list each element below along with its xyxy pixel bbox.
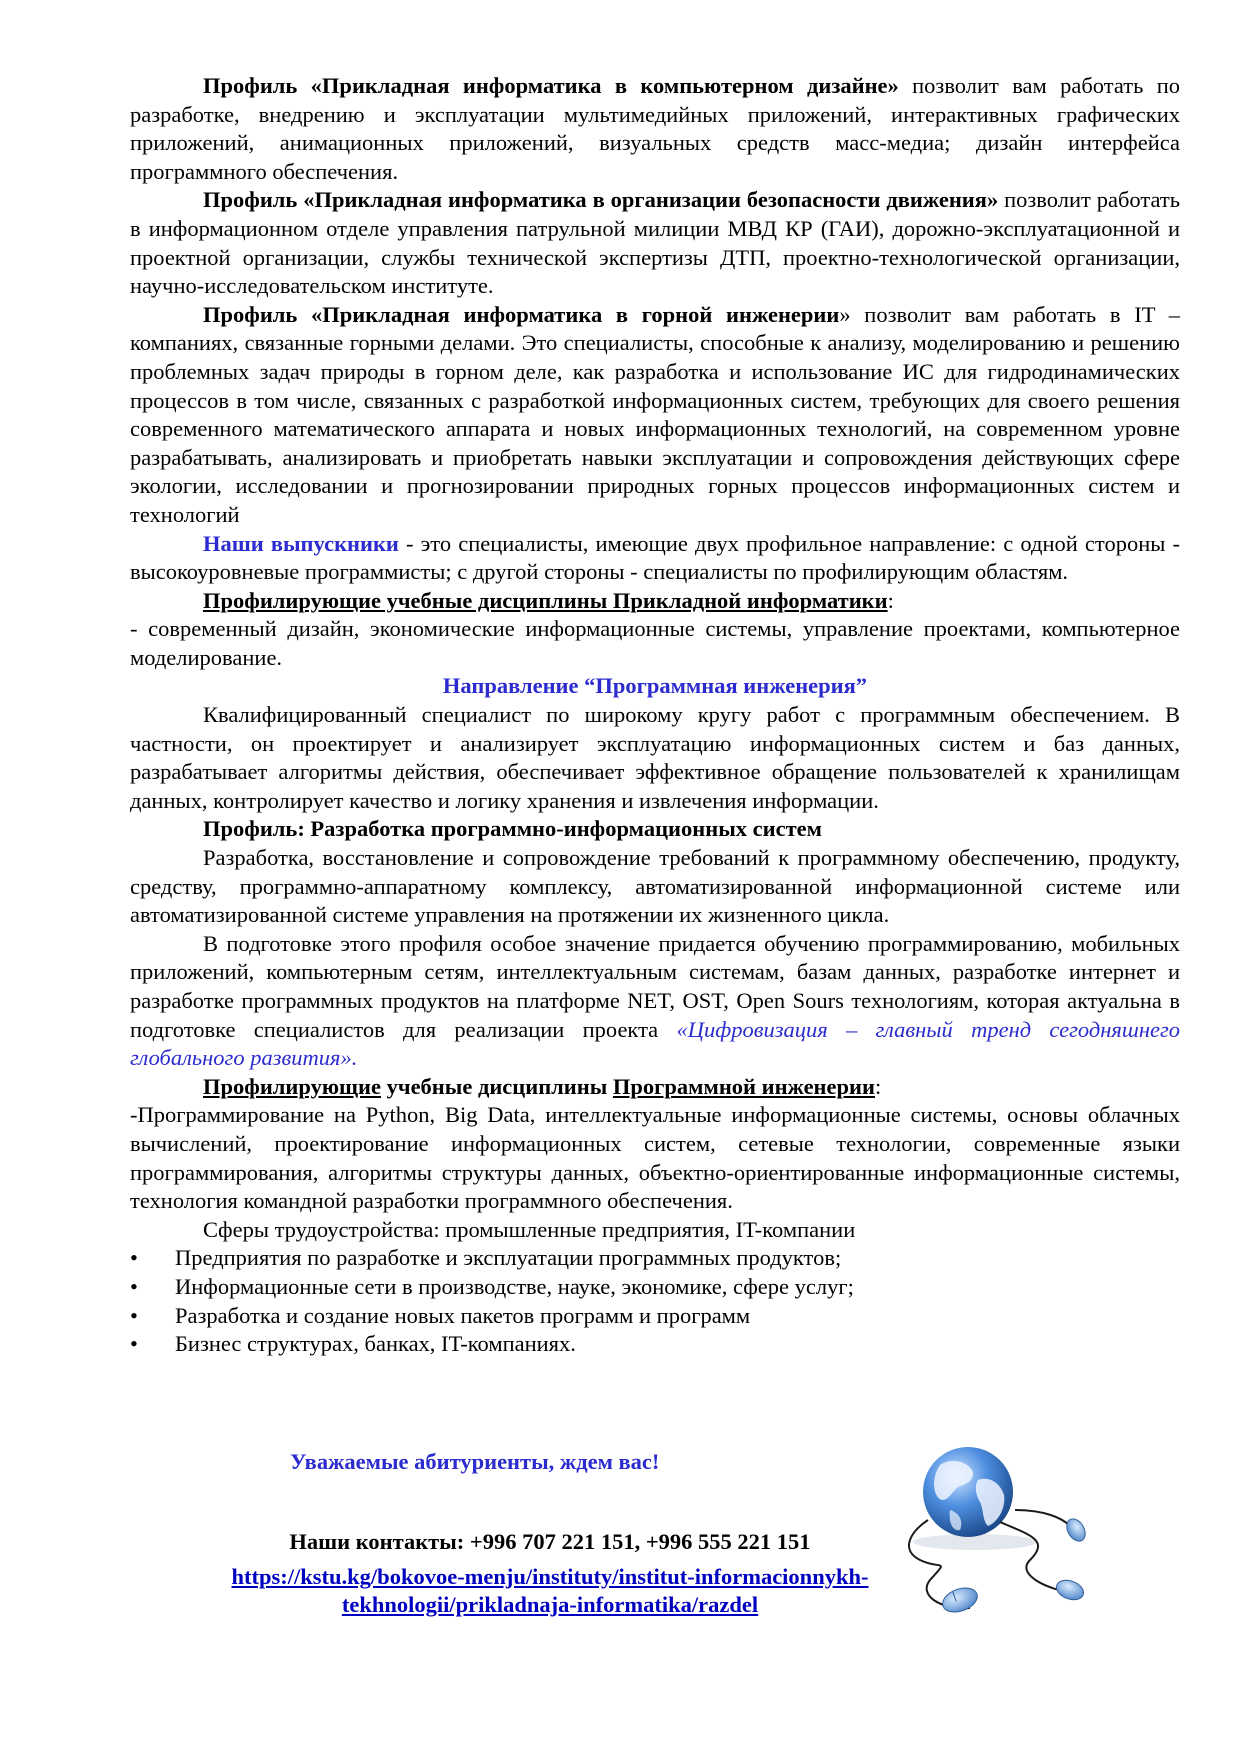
list-item	[130, 1302, 1180, 1331]
list-item-text: Информационные сети в производстве, науке, экономике, сфере услуг;	[175, 1273, 854, 1299]
contacts-block	[130, 1528, 970, 1620]
profile-title-traffic-safety: Профиль «Прикладная информатика в организации безопасности движения»	[203, 187, 999, 213]
list-item	[130, 1273, 1180, 1302]
link-line: https://kstu.kg/bokovoe-menju/instituty/institut-informacionnykh-	[231, 1563, 869, 1589]
section-title-text: Направление “Программная инженерия”	[442, 673, 868, 699]
paragraph-applied-disciplines-list: - современный дизайн, экономические информационные системы, управление проектами, компьютерное моделирование.	[130, 616, 1180, 670]
heading-part: Программной инженерии	[612, 1073, 875, 1099]
list-item-text: Предприятия по разработке и эксплуатации программных продуктов;	[175, 1245, 842, 1271]
paragraph-text: - это специалисты, имеющие двух профильное направление: с одной стороны - высокоуровневые программисты; с другой стороны - специалисты по профилирующим областям.	[130, 530, 1180, 585]
bullet-icon: •	[130, 1273, 138, 1299]
profile-title-text: Профиль: Разработка программно-информационных систем	[203, 816, 822, 842]
employment-list	[130, 1244, 1180, 1358]
profile-title-computer-design: Профиль «Прикладная информатика в компьютерном дизайне»	[203, 73, 899, 98]
list-item-text: Бизнес структурах, банках, IT-компаниях.	[175, 1331, 576, 1357]
list-item	[130, 1244, 1180, 1273]
list-item-text: Разработка и создание новых пакетов программ и программ	[175, 1302, 751, 1328]
heading-part: Профилирующие	[203, 1073, 381, 1099]
globe-network-icon	[880, 1440, 1095, 1630]
digitalization-quote: «Цифровизация – главный тренд сегодняшнего глобального развития».	[130, 1016, 1180, 1071]
paragraph-software-disciplines-list: -Программирование на Python, Big Data, интеллектуальные информационные системы, основы облачных вычислений, проектирование информационных систем, сетевые технологии, современные языки программирования, алгоритмы структуры данных, объектно-ориентированные информационные системы, технология командной разработки программного обеспечения.	[130, 1102, 1180, 1214]
colon: :	[887, 587, 894, 613]
colon: :	[874, 1073, 882, 1099]
paragraph-mining	[130, 301, 1180, 530]
heading-applied-disciplines	[130, 587, 1180, 616]
paragraph-training-focus	[130, 930, 1180, 1073]
paragraph-requirements: Разработка, восстановление и сопровождение требований к программному обеспечению, продукту, средству, программно-аппаратному комплексу, автоматизированной информационной системе или автоматизированной системе управления на протяжении их жизненного цикла.	[130, 845, 1180, 928]
bullet-icon: •	[130, 1245, 138, 1271]
list-item	[130, 1330, 1180, 1359]
profile-title-software-dev	[130, 815, 1180, 844]
document-body	[130, 72, 1180, 1359]
section-title-software-engineering	[130, 672, 1180, 701]
paragraph-text: позволит работать в информационном отделе управления патрульной милиции МВД КР (ГАИ), дорожно-эксплуатационной и проектной организации, службы технической экспертизы ДТП, проектно-технологической организации, научно-исследовательском институте.	[130, 187, 1180, 299]
paragraph-computer-design	[130, 72, 1180, 186]
link-line: tekhnologii/prikladnaja-informatika/razdel	[341, 1592, 759, 1618]
graduates-label: Наши выпускники	[203, 530, 399, 556]
paragraph-employment: Сферы трудоустройства: промышленные предприятия, IT-компании	[203, 1216, 856, 1242]
greeting-text: Уважаемые абитуриенты, ждем вас!	[290, 1449, 660, 1474]
heading-part: учебные дисциплины	[381, 1073, 613, 1099]
paragraph-graduates	[130, 530, 1180, 587]
contacts-phone: Наши контакты: +996 707 221 151, +996 555 221 151	[289, 1529, 811, 1554]
profile-title-mining: Профиль «Прикладная информатика в горной инженерии	[203, 301, 840, 327]
paragraph-text: » позволит вам работать в IT – компаниях, связанные горными делами. Это специалисты, способные к анализу, моделированию и решению проблемных задач природы в горном деле, как разработка и использование ИС для гидродинамических процессов в том числе, связанных с разработкой информационных систем, требующих для своего решения современного математического аппарата и новых информационных технологий, на современном уровне разрабатывать, анализировать и приобретать навыки эксплуатации и сопровождения действующих сфере экологии, исследовании и прогнозировании природных горных процессов информационных систем и технологий	[130, 301, 1180, 527]
paragraph-text: В подготовке этого профиля особое значение придается обучению программированию, мобильных приложений, компьютерным сетям, интеллектуальным системам, базам данных, разработке интернет и разработке программных продуктов на платформе NET, OST, Open Sours технологиям, которая актуальна в подготовке специалистов для реализации проекта	[130, 930, 1180, 1042]
applied-disciplines-title: Профилирующие учебные дисциплины Прикладной информатики	[203, 587, 888, 613]
heading-software-disciplines	[130, 1073, 1180, 1102]
website-link[interactable]	[232, 1564, 869, 1618]
paragraph-traffic-safety	[130, 186, 1180, 300]
paragraph-text: позволит вам работать по разработке, внедрению и эксплуатации мультимедийных приложений, интерактивных графических приложений, анимационных приложений, визуальных средств масс-медиа; дизайн интерфейса программного обеспечения.	[130, 73, 1180, 184]
bullet-icon: •	[130, 1302, 138, 1328]
bullet-icon: •	[130, 1331, 138, 1357]
paragraph-qualified-specialist: Квалифицированный специалист по широкому кругу работ с программным обеспечением. В частности, он проектирует и анализирует эксплуатацию информационных систем и баз данных, разрабатывает алгоритмы действия, обеспечивает эффективное обращение пользователей к хранилищам данных, контролирует качество и логику хранения и извлечения информации.	[130, 702, 1180, 813]
